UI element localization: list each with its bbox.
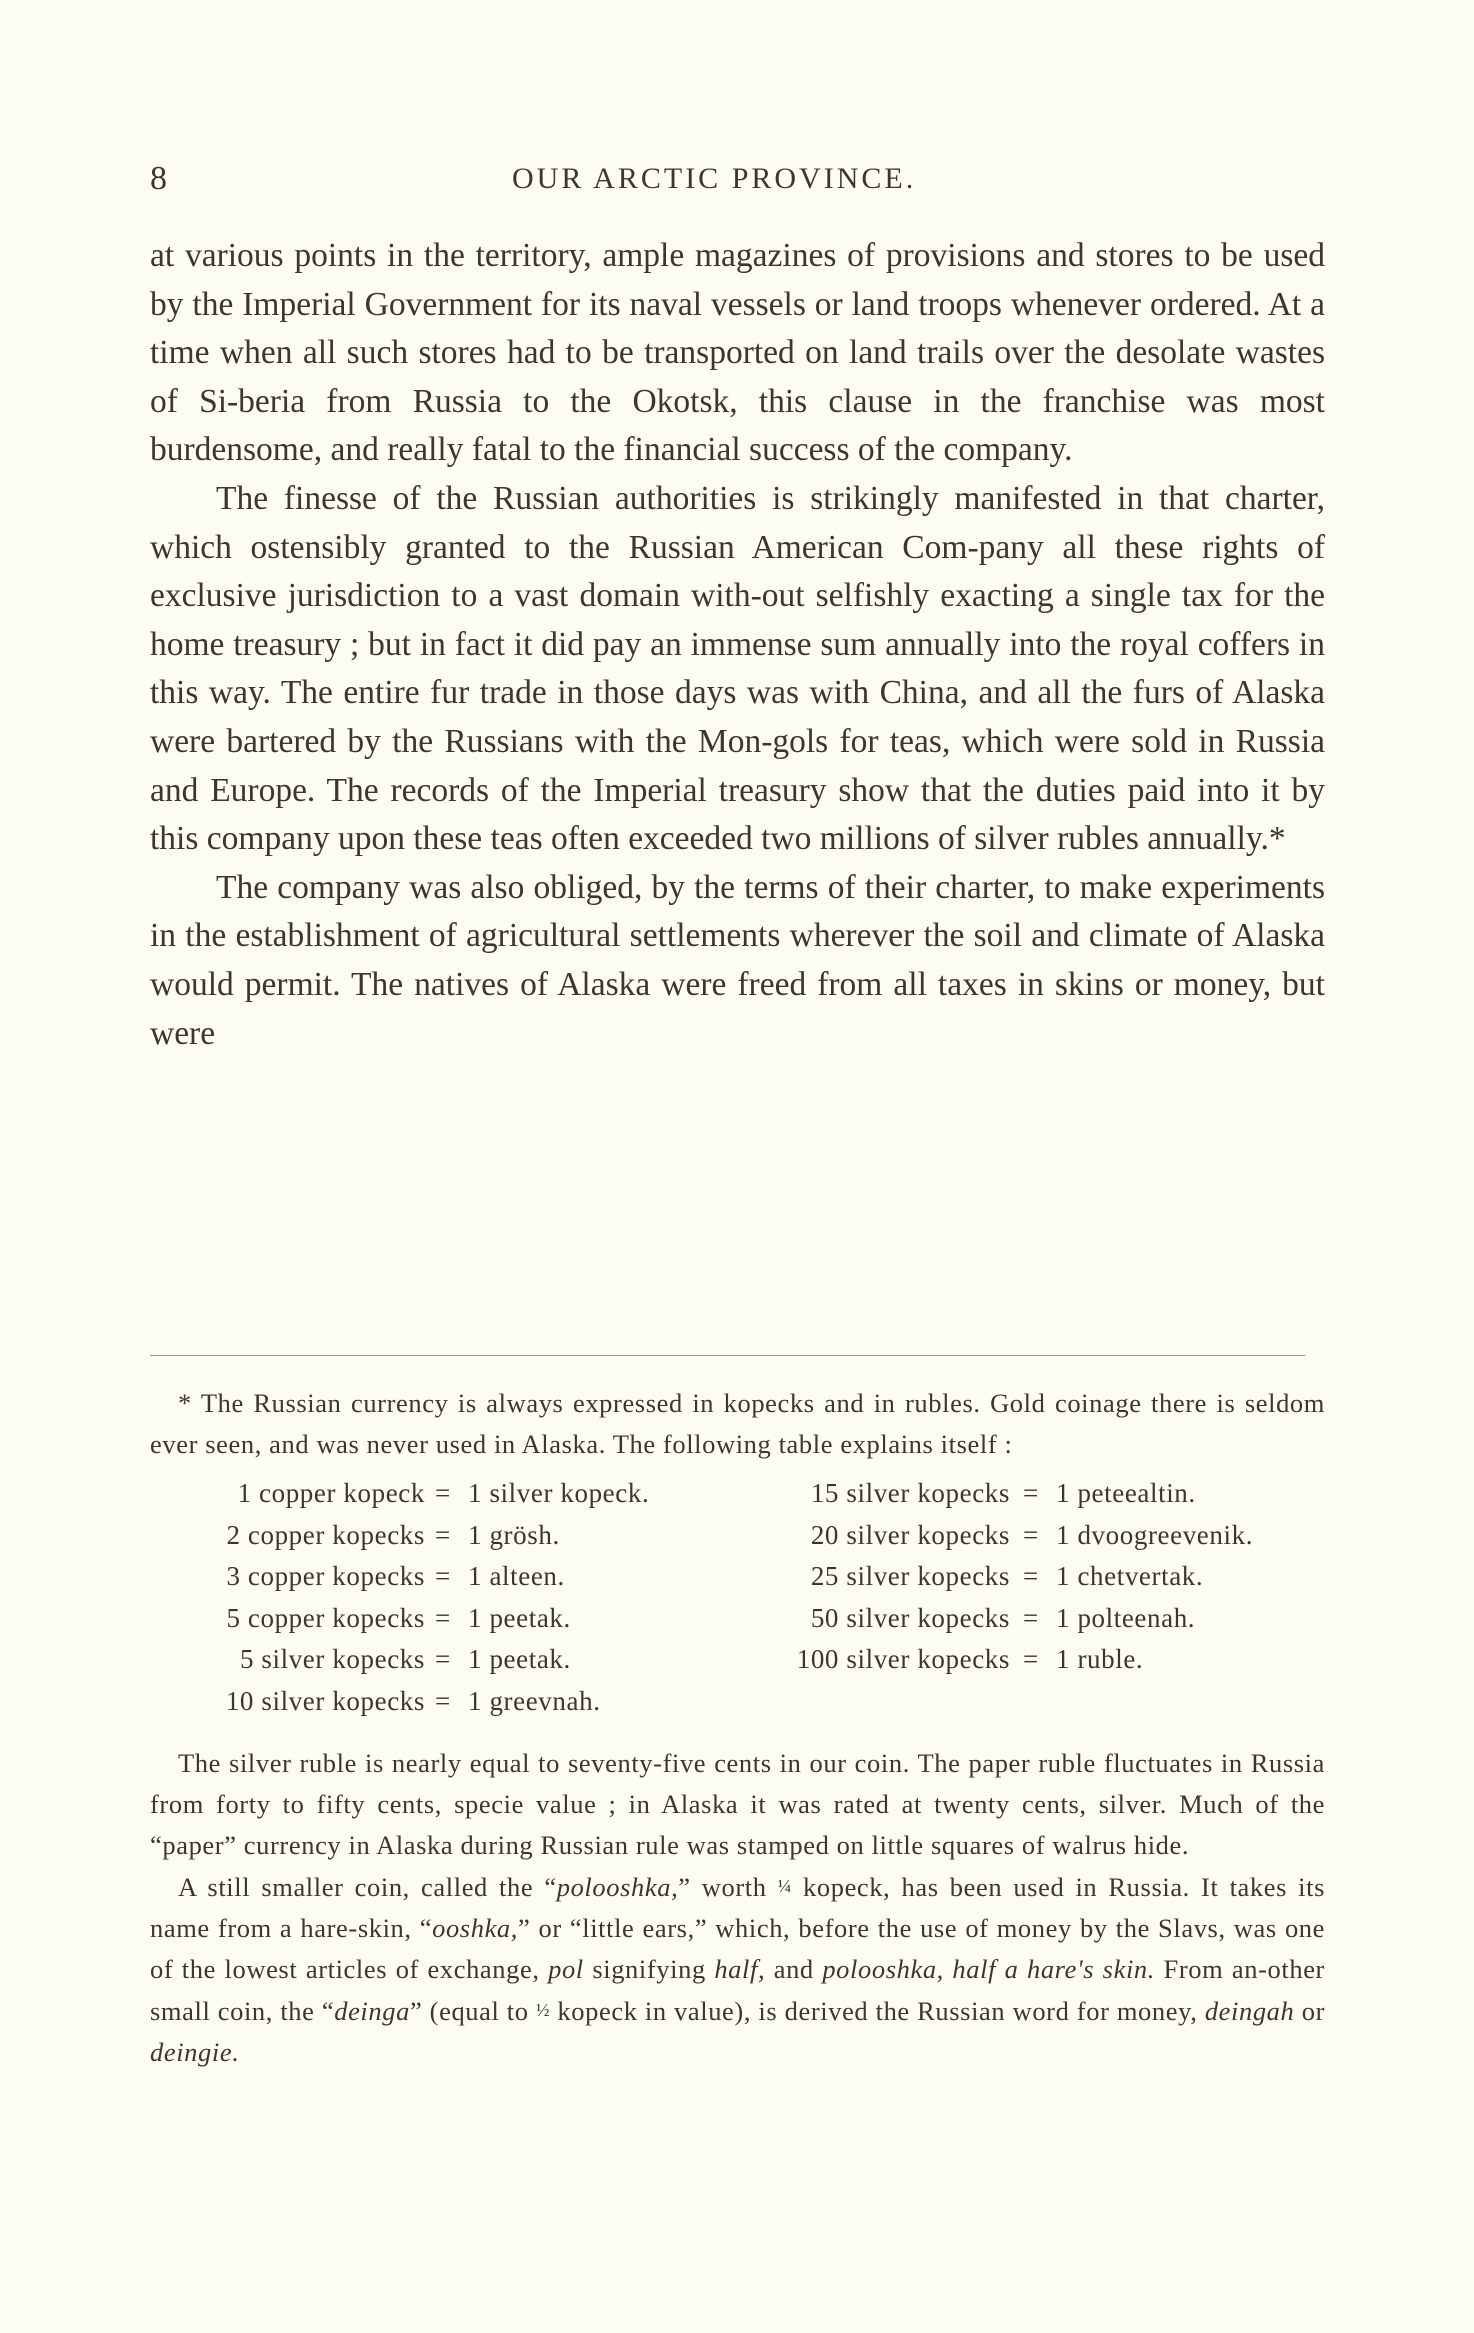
row-lhs: 10 silver kopecks [225,1685,425,1716]
row-eq: = [435,1519,451,1550]
row-eq: = [435,1602,451,1633]
italic-term: deingah [1204,1996,1295,2026]
fraction: ½ [535,2000,551,2020]
row-rhs: 1 ruble. [1056,1644,1144,1674]
row-rhs: 1 peetak. [468,1644,571,1674]
footnote-intro: * The Russian currency is always expressed in kopecks and in rubles. Gold coinage there is seldom ever seen, and was never used in Alaska. The following table explains itself : [150,1388,1325,1459]
text-run: kopeck, has been used in Russia. It takes its name from a hare-skin, “ [150,1872,1325,1943]
row-lhs: 20 silver kopecks [810,1519,1010,1550]
text-run: From an-other small coin, the “ [150,1954,1325,2026]
italic-term: deingie. [150,2037,240,2067]
italic-term: polooshka, [556,1872,679,1902]
row-eq: = [435,1644,451,1674]
row-rhs: 1 chetvertak. [1056,1561,1204,1591]
running-head [150,160,1310,200]
paragraph-3: The company was also obliged, by the terms of their charter, to make experiments in the establishment of agricultural settlements wherever the soil and climate of Alaska would permit. The natives of Alaska were freed from all taxes in skins or money, but were [150,868,1325,1052]
running-title: OUR ARCTIC PROVINCE. [512,162,917,195]
row-eq: = [435,1561,451,1591]
text-run: kopeck in value), is derived the Russian word for money, [550,1996,1205,2026]
row-rhs: 1 grösh. [468,1519,560,1550]
row-lhs: 25 silver kopecks [810,1561,1010,1591]
currency-table [150,1473,1325,1731]
table-row [150,1681,710,1723]
text-run: signifying [583,1954,715,1984]
row-eq: = [1023,1561,1039,1591]
row-eq: = [1023,1644,1039,1674]
row-rhs: 1 peetak. [468,1602,571,1633]
row-lhs: 100 silver kopecks [796,1644,1010,1674]
italic-term: half, [714,1954,766,1984]
row-lhs: 3 copper kopecks [226,1561,425,1591]
italic-term: pol [548,1954,584,1984]
text-run: ” worth [678,1872,778,1902]
page-number: 8 [150,160,167,197]
currency-table-left [150,1473,710,1722]
row-rhs: 1 peteealtin. [1056,1478,1196,1508]
currency-table-right [730,1473,1330,1681]
row-eq: = [1023,1519,1039,1550]
table-row [730,1515,1330,1557]
row-eq: = [435,1685,451,1716]
row-rhs: 1 alteen. [468,1561,565,1591]
table-row [730,1473,1330,1515]
table-row [150,1473,710,1515]
text-run: or [1294,1996,1326,2026]
table-row [150,1598,710,1640]
row-rhs: 1 dvoogreevenik. [1056,1519,1254,1550]
row-lhs: 5 copper kopecks [226,1602,425,1633]
table-row [150,1639,710,1681]
table-row [150,1556,710,1598]
footnote-paragraph-polooshka [150,1866,1325,2073]
italic-term: ooshka, [432,1913,519,1943]
row-eq: = [435,1478,451,1508]
text-run: ” (equal to [409,1996,536,2026]
row-rhs: 1 greevnah. [468,1685,601,1716]
text-run: ” or “little ears,” which, before the use of money by the Slavs, was one of the lowest articles of exchange, [150,1913,1326,1984]
paragraph-2: The finesse of the Russian authorities is strikingly manifested in that charter, which ostensibly granted to the Russian American Com-pany all these rights of exclusive jurisdiction to a vast domain with-out selfishly exacting a single tax for the home treasury ; but in fact it did pay an immense sum annually into the royal coffers in this way. The entire fur trade in those days was with China, and all the furs of Alaska were bartered by the Russians with the Mon-gols for teas, which were sold in Russia and Europe. The records of the Imperial treasury show that the duties paid into it by this company upon these teas often exceeded two millions of silver rubles annually.* [150,479,1325,858]
table-row [730,1598,1330,1640]
row-rhs: 1 silver kopeck. [468,1478,650,1508]
fraction: ¼ [777,1876,792,1896]
footnote-divider [150,1355,1305,1356]
row-rhs: 1 polteenah. [1056,1602,1196,1633]
row-lhs: 1 copper kopeck [237,1478,425,1508]
table-row [730,1556,1330,1598]
row-lhs: 50 silver kopecks [810,1602,1010,1633]
row-eq: = [1023,1602,1039,1633]
row-lhs: 5 silver kopecks [239,1644,425,1674]
row-lhs: 15 silver kopecks [810,1478,1010,1508]
table-row [730,1639,1330,1681]
body-text [150,232,1325,1058]
table-row [150,1515,710,1557]
footnote-paragraph-ruble: The silver ruble is nearly equal to seventy-five cents in our coin. The paper ruble fluctuates in Russia from forty to fifty cents, specie value ; in Alaska it was rated at twenty cents, silver. Much of the “paper” currency in Alaska during Russian rule was stamped on little squares of walrus hide. [150,1748,1325,1860]
italic-term: polooshka, half a hare's skin. [822,1954,1155,1984]
footnote [150,1383,1325,2073]
text-run: and [765,1954,823,1984]
text-run: A still smaller coin, called the “ [178,1872,557,1902]
paragraph-1: at various points in the territory, ample magazines of provisions and stores to be used by the Imperial Government for its naval vessels or land troops whenever ordered. At a time when all such stores had to be transported on land trails over the desolate wastes of Si-beria from Russia to the Okotsk, this clause in the franchise was most burdensome, and really fatal to the financial success of the company. [150,237,1325,469]
row-lhs: 2 copper kopecks [226,1519,425,1550]
italic-term: deinga [334,1996,410,2026]
row-eq: = [1023,1478,1039,1508]
